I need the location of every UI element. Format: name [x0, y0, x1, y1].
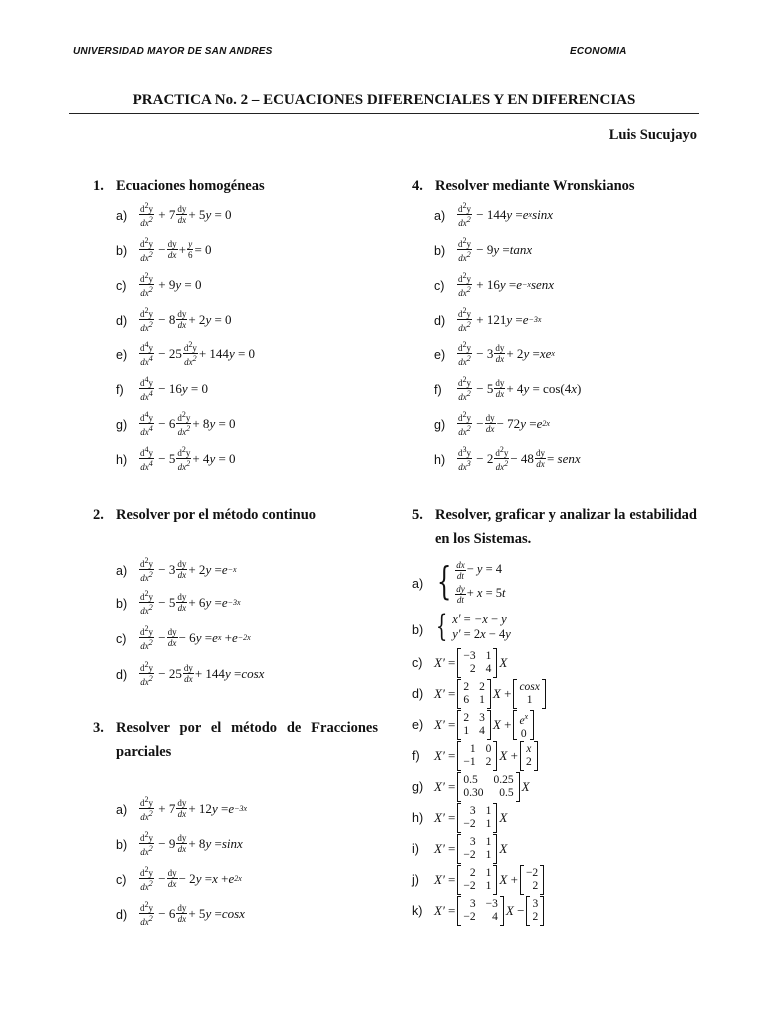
equation: X′ = 3 1 −2 1 X — [434, 803, 507, 833]
equation: $\frac{d^2y}{dx^2}$ − 3 $\frac{dy}{dx}$ + 2 y = e −x — [140, 556, 237, 583]
item-label: j) — [412, 873, 419, 887]
item-label: f) — [434, 383, 442, 397]
equation: $\frac{d^2y}{dx^2}$ − 8 $\frac{dy}{dx}$ + 2 y = 0 — [140, 306, 232, 333]
section-title: Resolver mediante Wronskianos — [435, 178, 635, 194]
subject-area: ECONOMIA — [570, 46, 627, 57]
equation: $\frac{d^4y}{dx^4}$ − 25 $\frac{d^2y}{dx^2}$ + 144 y = 0 — [140, 340, 256, 367]
item-label: h) — [434, 453, 446, 467]
item-label: e) — [412, 718, 424, 732]
equation: $\frac{d^2y}{dx^2}$ − $\frac{dy}{dx}$ − 6 y = e x + e −2x — [140, 624, 251, 651]
equation: $\frac{d^2y}{dx^2}$ + 121 y = e −3x — [458, 306, 542, 333]
item-label: a) — [116, 564, 128, 578]
item-label: g) — [412, 780, 424, 794]
item-label: c) — [412, 656, 423, 670]
item-label: a) — [434, 209, 446, 223]
item-label: a) — [412, 577, 424, 591]
item-label: d) — [116, 908, 128, 922]
item-label: f) — [412, 749, 420, 763]
item-label: d) — [434, 314, 446, 328]
equation: X′ = 3 −3 −2 4 X − 3 2 — [434, 896, 546, 926]
equation: $\frac{d^2y}{dx^2}$ − 3 $\frac{dy}{dx}$ + 2 y = xe x — [458, 340, 555, 367]
equation: $\frac{d^2y}{dx^2}$ − 9 y = tanx — [458, 236, 533, 263]
title-divider — [69, 113, 699, 114]
item-label: h) — [412, 811, 424, 825]
item-label: b) — [116, 597, 128, 611]
item-label: i) — [412, 842, 419, 856]
item-label: h) — [116, 453, 128, 467]
section-2-heading — [93, 503, 383, 527]
equation: $\frac{d^2y}{dx^2}$ + 16 y = e −x senx — [458, 271, 555, 298]
item-label: g) — [116, 418, 128, 432]
equation: $\frac{d^2y}{dx^2}$ + 7 $\frac{dy}{dx}$ + 12 y = e −3x — [140, 795, 248, 822]
section-4-heading — [412, 174, 702, 198]
item-label: e) — [434, 348, 446, 362]
item-label: e) — [116, 348, 128, 362]
section-title: Ecuaciones homogéneas — [116, 178, 265, 194]
equation: $\frac{d^2y}{dx^2}$ − 144 y = e x sinx — [458, 201, 554, 228]
equation: $\frac{d^2y}{dx^2}$ − $\frac{dy}{dx}$ − 72 y = e 2x — [458, 410, 550, 437]
item-label: b) — [412, 623, 424, 637]
equation: $\frac{d^2y}{dx^2}$ − 25 $\frac{dy}{dx}$ + 144 y = cosx — [140, 660, 265, 687]
section-1-heading — [93, 174, 383, 198]
equation: $\frac{d^4y}{dx^4}$ − 16 y = 0 — [140, 375, 208, 402]
section-title: Resolver por el método de Fracciones parciales — [116, 720, 378, 760]
equation-system: { x′ = −x − y y′ = 2x − 4y — [435, 609, 511, 644]
section-5-heading — [412, 503, 697, 551]
item-label: f) — [116, 383, 124, 397]
equation: X′ = 2 3 1 4 X + $e^x$ 0 — [434, 710, 536, 741]
item-label: c) — [434, 279, 445, 293]
equation: $\frac{d^3y}{dx^3}$ − 2 $\frac{d^2y}{dx^2}$ − 48 $\frac{dy}{dx}$ = senx — [458, 445, 581, 472]
item-label: c) — [116, 873, 127, 887]
equation: $\frac{d^4y}{dx^4}$ − 5 $\frac{d^2y}{dx^2}$ + 4 y = 0 — [140, 445, 236, 472]
equation: $\frac{d^2y}{dx^2}$ + 7 $\frac{dy}{dx}$ + 5 y = 0 — [140, 201, 232, 228]
item-label: a) — [116, 803, 128, 817]
item-label: d) — [116, 668, 128, 682]
section-title: Resolver, graficar y analizar la estabilidad en los Sistemas. — [435, 507, 697, 547]
equation: $\frac{d^2y}{dx^2}$ − $\frac{dy}{dx}$ + $\frac{y}{6}$ = 0 — [140, 236, 212, 263]
section-3-heading — [93, 716, 378, 764]
equation: $\frac{d^2y}{dx^2}$ − $\frac{dy}{dx}$ − 2 y = x + e 2x — [140, 865, 242, 892]
item-label: d) — [116, 314, 128, 328]
item-label: d) — [412, 687, 424, 701]
item-label: c) — [116, 279, 127, 293]
equation: X′ = 0.5 0.25 0.30 0.5 X — [434, 772, 530, 802]
document-title: PRACTICA No. 2 – ECUACIONES DIFERENCIALES Y EN DIFERENCIAS — [132, 92, 636, 108]
equation: X′ = 3 1 −2 1 X — [434, 834, 507, 864]
item-label: b) — [116, 838, 128, 852]
equation: $\frac{d^2y}{dx^2}$ − 5 $\frac{dy}{dx}$ + 4 y = cos(4 x ) — [458, 375, 582, 402]
equation: $\frac{d^2y}{dx^2}$ − 9 $\frac{dy}{dx}$ + 8 y = sinx — [140, 830, 243, 857]
section-number: 2. — [93, 507, 104, 523]
equation: X′ = −3 1 2 4 X — [434, 648, 507, 678]
equation: $\frac{d^2y}{dx^2}$ − 5 $\frac{dy}{dx}$ + 6 y = e −3x — [140, 589, 241, 616]
item-label: b) — [434, 244, 446, 258]
item-label: b) — [116, 244, 128, 258]
equation: X′ = 1 0 −1 2 X + x 2 — [434, 741, 540, 771]
equation: $\frac{d^4y}{dx^4}$ − 6 $\frac{d^2y}{dx^2}$ + 8 y = 0 — [140, 410, 236, 437]
university-name: UNIVERSIDAD MAYOR DE SAN ANDRES — [73, 46, 273, 57]
section-title: Resolver por el método continuo — [116, 507, 317, 523]
equation: X′ = 2 1 −2 1 X + −2 2 — [434, 865, 546, 895]
section-number: 5. — [412, 507, 423, 523]
author-name: Luis Sucujayo — [608, 127, 697, 143]
section-number: 1. — [93, 178, 104, 194]
item-label: a) — [116, 209, 128, 223]
item-label: k) — [412, 904, 423, 918]
equation: $\frac{d^2y}{dx^2}$ − 6 $\frac{dy}{dx}$ + 5 y = cosx — [140, 900, 245, 927]
item-label: c) — [116, 632, 127, 646]
section-number: 3. — [93, 720, 104, 736]
equation: $\frac{d^2y}{dx^2}$ + 9 y = 0 — [140, 271, 202, 298]
equation: X′ = 2 2 6 1 X + cosx 1 — [434, 679, 548, 709]
section-number: 4. — [412, 178, 423, 194]
equation-system: { $\frac{dx}{dt}$ − y = 4 $\frac{dy}{dt}$ + x = 5t — [436, 559, 506, 605]
item-label: g) — [434, 418, 446, 432]
